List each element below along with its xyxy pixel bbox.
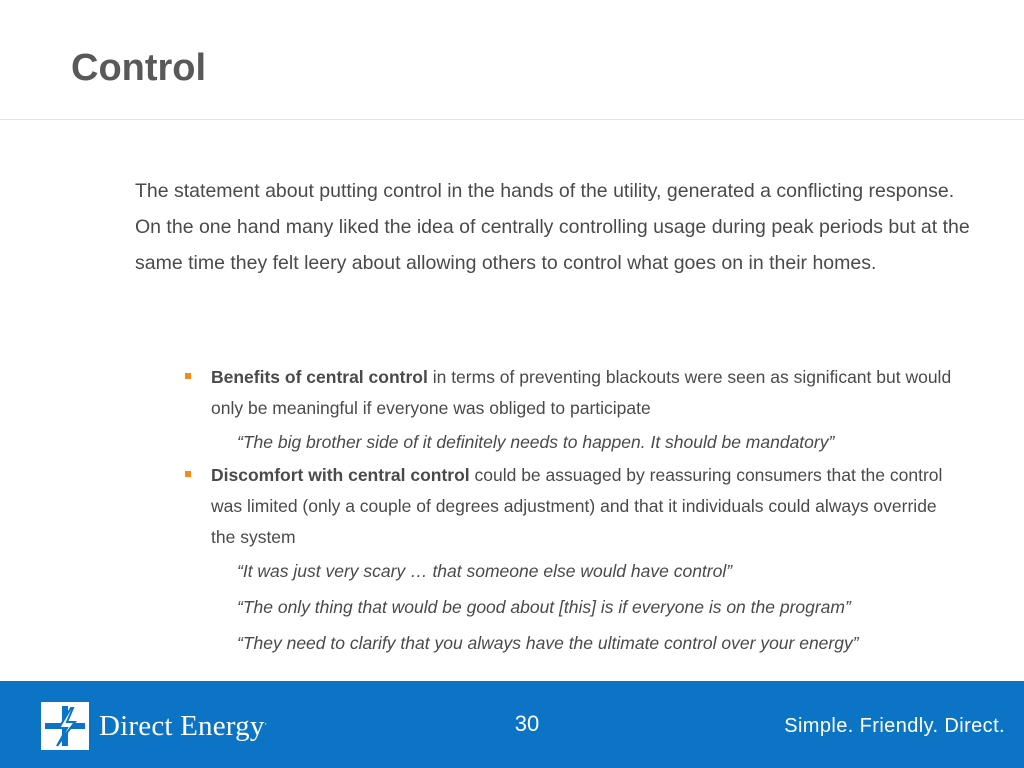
quote: “The only thing that would be good about [this] is if everyone is on the program” xyxy=(237,597,851,617)
bullet-body: in terms of preventing blackouts were seen as significant but would only be meaningful if everyone was obliged to participate xyxy=(211,367,952,418)
logo-wordmark: Direct Energy. xyxy=(99,709,268,742)
square-bullet-icon xyxy=(185,373,191,379)
quote: “They need to clarify that you always have the ultimate control over your energy” xyxy=(237,633,859,653)
title-divider xyxy=(0,119,1024,120)
bullet-item xyxy=(185,362,965,424)
tagline: Simple. Friendly. Direct. xyxy=(784,715,1005,737)
intro-paragraph: The statement about putting control in the hands of the utility, generated a conflicting response. On the one hand many liked the idea of centrally controlling usage during peak periods but at the same time they felt leery about allowing others to control what goes on in their homes. xyxy=(135,180,970,274)
quote: “The big brother side of it definitely needs to happen. It should be mandatory” xyxy=(237,432,835,452)
page-number: 30 xyxy=(514,711,540,736)
slide-title: Control xyxy=(71,47,207,89)
bullet-item xyxy=(185,460,965,553)
bullet-body: could be assuaged by reassuring consumers that the control was limited (only a couple of degrees adjustment) and that it individuals could always override the system xyxy=(211,465,943,547)
footer-bar xyxy=(0,681,1024,768)
quote: “It was just very scary … that someone else would have control” xyxy=(237,561,733,581)
bullet-text xyxy=(211,465,942,547)
square-bullet-icon xyxy=(185,471,191,477)
bullet-list xyxy=(185,362,965,661)
bullet-heading: Discomfort with central control xyxy=(211,465,470,485)
bullet-text xyxy=(211,367,951,418)
bullet-heading: Benefits of central control xyxy=(211,367,428,387)
